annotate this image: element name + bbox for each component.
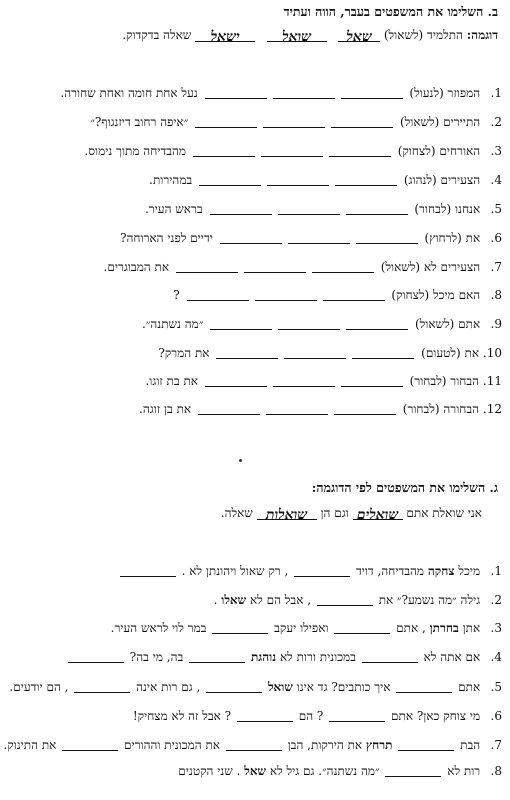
answer-blank[interactable] (346, 202, 408, 215)
sentence-fragment: אתם (458, 680, 481, 694)
sentence-row-g (178, 764, 502, 779)
sentence-row-b (90, 115, 502, 130)
sentence-row-b (149, 173, 502, 188)
sentence-fragment: במר לוי לראש העיר. (110, 621, 207, 635)
g-example-answer2: שואלות (257, 507, 317, 520)
sentence-number: 12. (482, 402, 502, 416)
sentence-number: 2. (490, 593, 502, 607)
sentence-end: את המרק? (158, 346, 210, 360)
sentence-number: 1. (490, 564, 502, 578)
sentence-fragment: ? הם (298, 709, 324, 723)
sentence-row-g (214, 593, 502, 608)
sentence-end: ? (173, 288, 180, 302)
sentence-fragment: את הירקות, הבן (287, 738, 363, 752)
sentence-fragment: תרחץ (365, 738, 393, 752)
sentence-fragment: בה? (129, 650, 149, 664)
answer-blank[interactable] (244, 260, 306, 273)
sentence-fragment: שואל (267, 680, 293, 694)
sentence-fragment: בחרתן (429, 621, 459, 635)
sentence-row-g (133, 709, 502, 724)
answer-blank[interactable] (198, 402, 260, 415)
answer-blank[interactable] (278, 317, 340, 330)
answer-blank[interactable] (329, 144, 391, 157)
sentence-row-b (139, 402, 502, 417)
sentence-row-g (66, 650, 502, 665)
answer-blank[interactable] (74, 680, 130, 693)
answer-blank[interactable] (294, 564, 350, 577)
answer-blank[interactable] (317, 593, 373, 606)
answer-blank[interactable] (195, 115, 257, 128)
sentence-fragment: במכונית ורות לא (279, 650, 356, 664)
sentence-fragment: , אתם (396, 621, 426, 635)
answer-blank[interactable] (334, 621, 390, 634)
sentence-fragment: , אבל הם לא (249, 593, 312, 607)
answer-blank[interactable] (212, 621, 268, 634)
answer-blank[interactable] (334, 402, 396, 415)
sentence-row-b (145, 202, 502, 217)
sentence-number: 8. (490, 288, 502, 302)
answer-blank[interactable] (187, 288, 249, 301)
answer-blank[interactable] (255, 288, 317, 301)
answer-blank[interactable] (120, 564, 176, 577)
sentence-end: את בת זוגו. (145, 374, 198, 388)
answer-blank[interactable] (176, 260, 238, 273)
sentence-fragment: , הם יודעים. (9, 680, 69, 694)
sentence-number: 3. (490, 144, 502, 158)
sentence-end: מהבדיחה מתוך נימוס. (84, 144, 187, 158)
answer-blank[interactable] (398, 738, 454, 751)
stray-dot (239, 459, 242, 462)
sentence-number: 5. (490, 202, 502, 216)
sentence-fragment: מי צוחק כאן? אתם (391, 709, 481, 723)
sentence-fragment: ״מה נשתנה״. גם גיל לא (269, 764, 380, 778)
section-g-example (221, 506, 482, 521)
sentence-subject: האם מיכל (לצחוק) (391, 288, 481, 302)
example-answer-future: ישאל (195, 29, 255, 42)
sentence-number: 6. (490, 709, 502, 723)
sentence-fragment: אם אתה לא (423, 650, 481, 664)
sentence-number: 9. (490, 317, 502, 331)
sentence-end: בראש העיר. (144, 202, 203, 216)
example-answer-past: שאל (338, 29, 380, 42)
example-label: דוגמה: (466, 28, 498, 42)
sentence-fragment: ואפילו יעקב (274, 621, 329, 635)
sentence-end: ידיים לפני הארוחה? (120, 231, 213, 245)
sentence-number: 7. (490, 260, 502, 274)
answer-blank[interactable] (331, 115, 393, 128)
answer-blank[interactable] (288, 231, 350, 244)
answer-blank[interactable] (312, 260, 374, 273)
sentence-number: 4. (490, 173, 502, 187)
answer-blank[interactable] (346, 317, 408, 330)
section-b-example (122, 28, 498, 43)
sentence-row-b (120, 231, 502, 246)
sentence-fragment: , גם רות אינה (136, 680, 201, 694)
g-example-mid1: אתם (406, 506, 429, 520)
sentence-fragment: נוהגת (250, 650, 277, 664)
sentence-fragment: גילה (460, 593, 481, 607)
answer-blank[interactable] (206, 680, 262, 693)
answer-blank[interactable] (263, 115, 325, 128)
answer-blank[interactable] (193, 144, 255, 157)
sentence-subject: הבחורה (לבחור) (402, 402, 480, 416)
sentence-fragment: שאל (244, 764, 267, 778)
sentence-number: 7. (490, 738, 502, 752)
answer-blank[interactable] (266, 402, 328, 415)
answer-blank[interactable] (205, 86, 267, 99)
answer-blank[interactable] (273, 374, 335, 387)
sentence-end: ״איפה רחוב דיזנגוף?״ (90, 115, 189, 129)
answer-blank[interactable] (284, 346, 346, 359)
answer-blank[interactable] (323, 288, 385, 301)
g-example-answer1: שואלים (353, 507, 403, 520)
answer-blank[interactable] (267, 173, 329, 186)
answer-blank[interactable] (216, 346, 278, 359)
answer-blank[interactable] (189, 650, 245, 663)
answer-blank[interactable] (396, 680, 452, 693)
sentence-fragment: ? אבל זה לא מצחיק! (132, 709, 232, 723)
sentence-row-g (118, 564, 502, 579)
sentence-end: את המבוגרים. (103, 260, 170, 274)
sentence-number: 1. (490, 86, 502, 100)
sentence-end: את בן זוגה. (139, 402, 192, 416)
answer-blank[interactable] (352, 346, 414, 359)
sentence-subject: האורחים (לצחוק) (397, 144, 481, 158)
answer-blank[interactable] (210, 317, 272, 330)
sentence-row-g (3, 738, 502, 753)
answer-blank[interactable] (341, 374, 403, 387)
answer-blank[interactable] (329, 709, 385, 722)
sentence-number: 6. (490, 231, 502, 245)
sentence-fragment: מיכל (458, 564, 481, 578)
section-g-title: ג. השלימו את המשפטים לפי הדוגמה: (311, 480, 498, 495)
sentence-row-b (84, 144, 502, 159)
sentence-fragment: אתן (462, 621, 481, 635)
sentence-subject: המפוזר (לנעול) (409, 86, 481, 100)
sentence-end: נעל אחת חומה ואחת שחורה. (60, 86, 198, 100)
sentence-subject: אתם (לשאול) (414, 317, 481, 331)
sentence-number: 8. (490, 764, 502, 778)
sentence-fragment: איך כותבים? גד אינו (296, 680, 391, 694)
sentence-fragment: מהבדיחה, דויד (355, 564, 425, 578)
sentence-fragment: . (213, 593, 218, 607)
sentence-fragment: שאלו (221, 593, 247, 607)
sentence-number: 2. (490, 115, 502, 129)
sentence-fragment: את המכונית וההורים (124, 738, 220, 752)
sentence-subject: את (לרחוץ) (424, 231, 481, 245)
section-b-title: ב. השלימו את המשפטים בעבר, הווה ועתיד (283, 4, 498, 19)
answer-blank[interactable] (335, 173, 397, 186)
sentence-row-g (111, 621, 502, 636)
sentence-subject: הצעירים לא (לשאול) (380, 260, 481, 274)
g-example-start: אני שואלת (432, 506, 482, 520)
sentence-row-b (60, 86, 502, 101)
sentence-end: ״מה נשתנה״. (142, 317, 204, 331)
sentence-fragment: הבת (460, 738, 481, 752)
sentence-row-b (104, 260, 502, 275)
g-example-mid2: וגם הן (320, 506, 349, 520)
example-end: שאלה בדקדוק. (122, 28, 192, 42)
answer-blank[interactable] (273, 86, 335, 99)
sentence-fragment: . שני הקטנים (178, 764, 241, 778)
answer-blank[interactable] (62, 738, 118, 751)
sentence-number: 3. (490, 621, 502, 635)
answer-blank[interactable] (68, 650, 124, 663)
g-example-end: שאלה. (220, 506, 253, 520)
sentence-fragment: ״מה נשמע?״ את (378, 593, 457, 607)
answer-blank[interactable] (237, 709, 293, 722)
sentence-number: 11. (482, 374, 502, 388)
answer-blank[interactable] (220, 231, 282, 244)
sentence-end: במהירות. (149, 173, 193, 187)
sentence-row-b (142, 317, 502, 332)
sentence-fragment: , רק שאול ויהונתן לא (189, 564, 289, 578)
answer-blank[interactable] (210, 202, 272, 215)
sentence-row-b (158, 346, 502, 361)
answer-blank[interactable] (226, 738, 282, 751)
sentence-subject: אנחנו (לבחור) (414, 202, 481, 216)
sentence-subject: הצעירים (לנהוג) (403, 173, 481, 187)
sentence-subject: התיירים (לשאול) (399, 115, 481, 129)
answer-blank[interactable] (356, 231, 418, 244)
sentence-fragment: בה, מי (152, 650, 184, 664)
sentence-subject: הבחור (לבחור) (409, 374, 480, 388)
sentence-row-g (9, 680, 502, 695)
sentence-fragment: צחקה (427, 564, 455, 578)
answer-blank[interactable] (341, 86, 403, 99)
sentence-number: 5. (490, 680, 502, 694)
sentence-fragment: רות לא (447, 764, 481, 778)
sentence-row-b (145, 374, 502, 389)
answer-blank[interactable] (385, 764, 441, 777)
answer-blank[interactable] (205, 374, 267, 387)
answer-blank[interactable] (199, 173, 261, 186)
answer-blank[interactable] (261, 144, 323, 157)
sentence-fragment: את התינוק. (3, 738, 57, 752)
sentence-number: 4. (490, 650, 502, 664)
sentence-row-b (173, 288, 502, 303)
sentence-number: 10. (482, 346, 502, 360)
sentence-subject: את (לטעום) (421, 346, 480, 360)
answer-blank[interactable] (362, 650, 418, 663)
sentence-fragment: . (181, 564, 186, 578)
example-subject: התלמיד (לשאול) (383, 28, 463, 42)
example-answer-present: שואל (267, 29, 327, 42)
answer-blank[interactable] (278, 202, 340, 215)
